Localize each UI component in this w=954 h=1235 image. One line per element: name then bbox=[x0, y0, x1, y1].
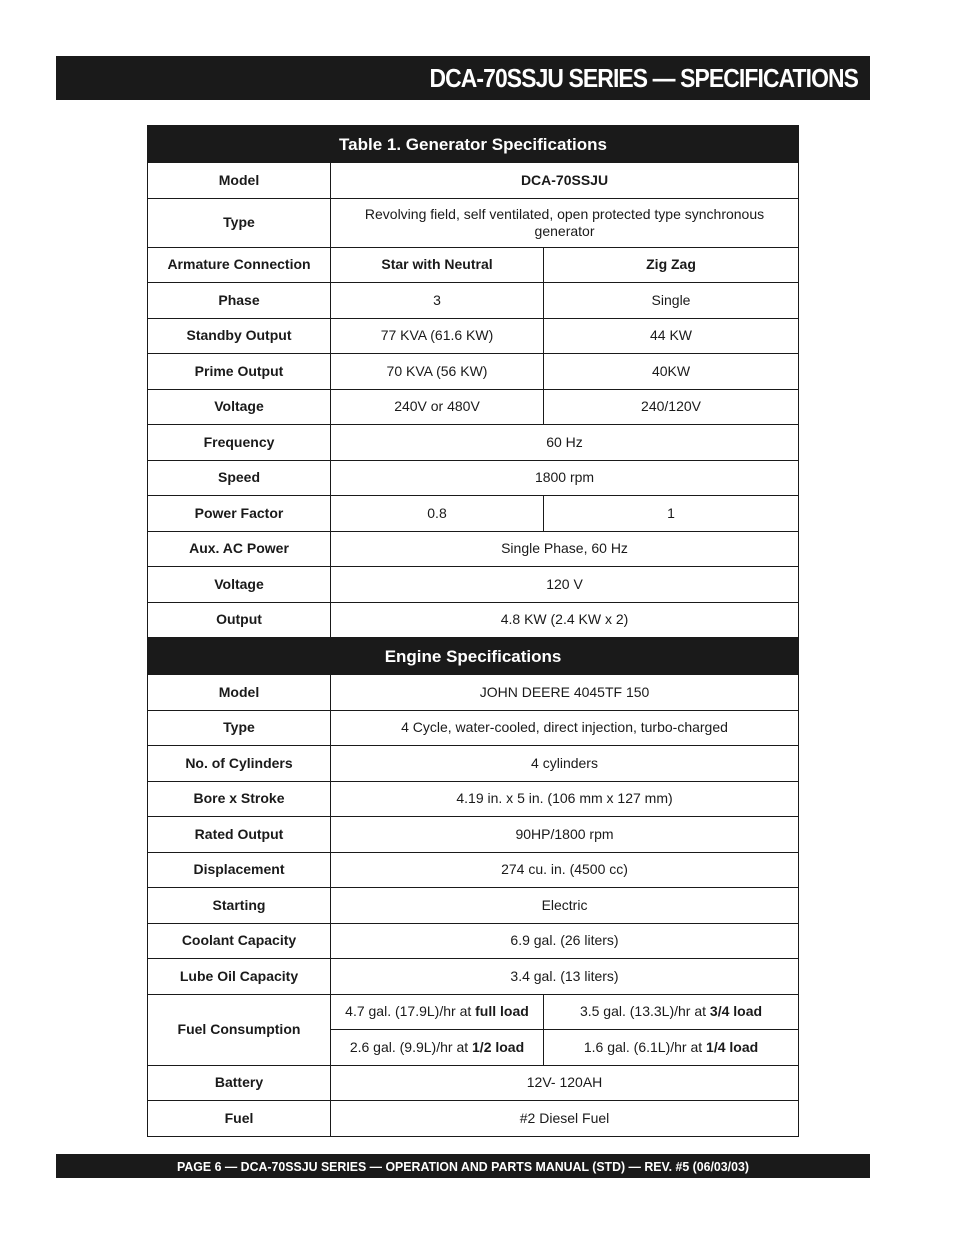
row-value: 6.9 gal. (26 liters) bbox=[331, 923, 799, 959]
fuel-load: full load bbox=[475, 1003, 529, 1020]
generator-specifications-table bbox=[147, 125, 799, 1137]
table-row bbox=[148, 247, 799, 283]
table-row bbox=[148, 567, 799, 603]
row-label: No. of Cylinders bbox=[148, 746, 331, 782]
page-title-bar bbox=[56, 56, 870, 100]
row-value: Electric bbox=[331, 888, 799, 924]
row-value: 70 KVA (56 KW) bbox=[331, 354, 544, 390]
table-row bbox=[148, 710, 799, 746]
fuel-rate: 3.5 gal. (13.3L)/hr at bbox=[579, 1003, 710, 1020]
table-row bbox=[148, 389, 799, 425]
row-label: Lube Oil Capacity bbox=[148, 959, 331, 995]
row-value: 240V or 480V bbox=[331, 389, 544, 425]
row-value: 4 Cycle, water-cooled, direct injection, turbo-charged bbox=[331, 710, 799, 746]
row-value: 240/120V bbox=[544, 389, 799, 425]
table-row bbox=[148, 283, 799, 319]
row-label: Bore x Stroke bbox=[148, 781, 331, 817]
fuel-rate: 1.6 gal. (6.1L)/hr at bbox=[583, 1038, 707, 1055]
fuel-consumption-half bbox=[331, 1030, 544, 1066]
row-value: 1800 rpm bbox=[331, 460, 799, 496]
table-row bbox=[148, 923, 799, 959]
fuel-load: 1/4 load bbox=[706, 1038, 759, 1055]
table-row bbox=[148, 318, 799, 354]
table-row bbox=[148, 746, 799, 782]
fuel-consumption-three-quarter bbox=[544, 994, 799, 1030]
table-row bbox=[148, 675, 799, 711]
row-value: #2 Diesel Fuel bbox=[331, 1101, 799, 1137]
fuel-consumption-quarter bbox=[544, 1030, 799, 1066]
table-row bbox=[148, 994, 799, 1030]
row-label: Aux. AC Power bbox=[148, 531, 331, 567]
row-value: Star with Neutral bbox=[331, 247, 544, 283]
row-label: Fuel Consumption bbox=[148, 994, 331, 1065]
table-row bbox=[148, 1065, 799, 1101]
row-value: 77 KVA (61.6 KW) bbox=[331, 318, 544, 354]
page-title: DCA-70SSJU SERIES — SPECIFICATIONS bbox=[429, 62, 858, 93]
row-value: Single Phase, 60 Hz bbox=[331, 531, 799, 567]
row-value: JOHN DEERE 4045TF 150 bbox=[331, 675, 799, 711]
row-value: 1 bbox=[544, 496, 799, 532]
row-value: 60 Hz bbox=[331, 425, 799, 461]
row-value: 120 V bbox=[331, 567, 799, 603]
row-label: Rated Output bbox=[148, 817, 331, 853]
row-value: Single bbox=[544, 283, 799, 319]
row-label: Armature Connection bbox=[148, 247, 331, 283]
row-label: Speed bbox=[148, 460, 331, 496]
row-label: Voltage bbox=[148, 389, 331, 425]
row-label: Coolant Capacity bbox=[148, 923, 331, 959]
row-label: Power Factor bbox=[148, 496, 331, 532]
table-row bbox=[148, 852, 799, 888]
table-row bbox=[148, 781, 799, 817]
row-value: 44 KW bbox=[544, 318, 799, 354]
table-row bbox=[148, 817, 799, 853]
row-value: 3 bbox=[331, 283, 544, 319]
fuel-load: 1/2 load bbox=[472, 1038, 525, 1055]
table-row bbox=[148, 163, 799, 199]
row-label: Type bbox=[148, 198, 331, 247]
row-value: 274 cu. in. (4500 cc) bbox=[331, 852, 799, 888]
section-header: Engine Specifications bbox=[148, 638, 799, 675]
row-value: 4.19 in. x 5 in. (106 mm x 127 mm) bbox=[331, 781, 799, 817]
row-label: Model bbox=[148, 675, 331, 711]
row-label: Voltage bbox=[148, 567, 331, 603]
row-label: Displacement bbox=[148, 852, 331, 888]
row-label: Model bbox=[148, 163, 331, 199]
row-label: Frequency bbox=[148, 425, 331, 461]
table-title: Table 1. Generator Specifications bbox=[148, 126, 799, 163]
row-label: Output bbox=[148, 602, 331, 638]
table-row bbox=[148, 531, 799, 567]
fuel-rate: 2.6 gal. (9.9L)/hr at bbox=[349, 1038, 473, 1055]
row-value: Zig Zag bbox=[544, 247, 799, 283]
row-label: Fuel bbox=[148, 1101, 331, 1137]
row-value: 4 cylinders bbox=[331, 746, 799, 782]
row-value: 12V- 120AH bbox=[331, 1065, 799, 1101]
table-row bbox=[148, 354, 799, 390]
page-footer: PAGE 6 — DCA-70SSJU SERIES — OPERATION AND PARTS MANUAL (STD) — REV. #5 (06/03/03) bbox=[177, 1158, 749, 1174]
table-row bbox=[148, 959, 799, 995]
fuel-rate: 4.7 gal. (17.9L)/hr at bbox=[345, 1003, 476, 1020]
table-row bbox=[148, 496, 799, 532]
row-value: 3.4 gal. (13 liters) bbox=[331, 959, 799, 995]
row-value: 4.8 KW (2.4 KW x 2) bbox=[331, 602, 799, 638]
table-row bbox=[148, 602, 799, 638]
table-row bbox=[148, 1101, 799, 1137]
fuel-load: 3/4 load bbox=[709, 1003, 763, 1020]
table-row bbox=[148, 460, 799, 496]
row-value: 40KW bbox=[544, 354, 799, 390]
page-footer-bar bbox=[56, 1154, 870, 1178]
row-label: Battery bbox=[148, 1065, 331, 1101]
row-value: Revolving field, self ventilated, open protected type synchronous generator bbox=[331, 198, 799, 247]
table-row bbox=[148, 198, 799, 247]
row-value: 90HP/1800 rpm bbox=[331, 817, 799, 853]
table-row bbox=[148, 425, 799, 461]
row-value: 0.8 bbox=[331, 496, 544, 532]
row-value: DCA-70SSJU bbox=[331, 163, 799, 199]
row-label: Prime Output bbox=[148, 354, 331, 390]
row-label: Type bbox=[148, 710, 331, 746]
row-label: Starting bbox=[148, 888, 331, 924]
row-label: Standby Output bbox=[148, 318, 331, 354]
table-row bbox=[148, 888, 799, 924]
fuel-consumption-full bbox=[331, 994, 544, 1030]
row-label: Phase bbox=[148, 283, 331, 319]
